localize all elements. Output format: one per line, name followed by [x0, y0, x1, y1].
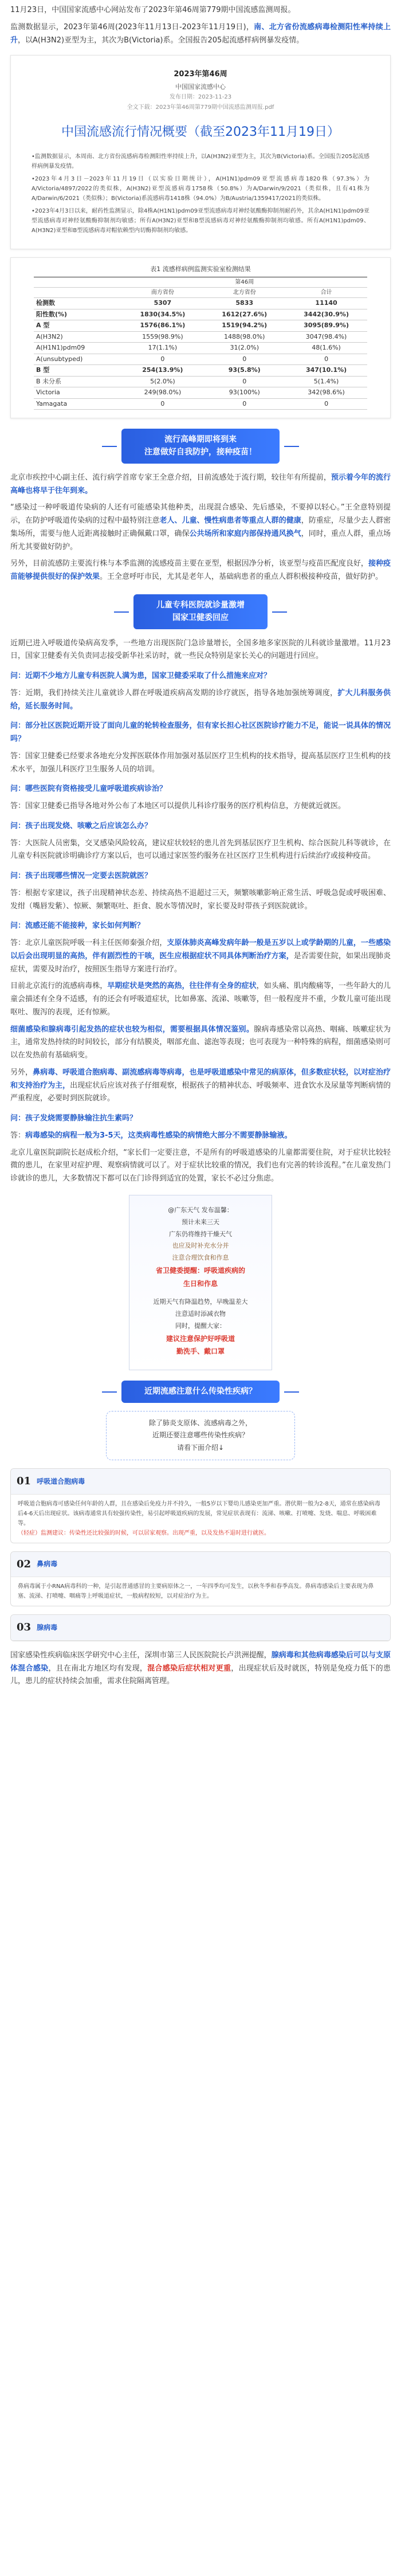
text: “感染过一种呼吸道传染病的人还有可能感染其他种类，出现混合感染、先后感染，不要掉以轻心。”王全意特别提示，在防护呼吸道传染病的过程中最特别注意	[10, 503, 391, 526]
item-text: 鼻病毒属于小RNA病毒科的一种，是引起普通感冒的主要病原体之一，一年四季均可发生，以秋冬季和春季高发。鼻病毒感染后主要表现为鼻塞、流涕、打喷嚏、咽痛等上呼吸道症状，一般病程较短，以对症治疗为主。	[18, 1583, 374, 1600]
section-banner	[10, 429, 391, 464]
table-cell: 0	[285, 398, 367, 410]
table-row	[34, 387, 367, 399]
poster-line: 注意适时添减衣物	[175, 1309, 226, 1318]
highlight-text: 扩大儿科服务供给，延长服务时间。	[10, 688, 391, 711]
text: 目前北京流行的流感病毒株，	[10, 982, 108, 991]
poster-highlight: 建议注意保护好呼吸道	[166, 1334, 235, 1343]
answer: 答：大医院人员密集，交叉感染风险较高，建议症状较轻的患儿首先到基层医疗卫生机构、综合医院儿科等就诊，在儿童专科医院就诊明确诊疗方案以后，也可以通过家医签约服务在社区医疗卫生机构进行后续治疗或接种疫苗。	[10, 838, 391, 861]
lab-results-table-card	[10, 257, 391, 418]
table-cell: 1576(86.1%)	[121, 320, 203, 332]
highlight-text: 老人、儿童、慢性病患者等重点人群的健康	[159, 516, 301, 526]
red-text: 混合感染后症状相对更重	[147, 1664, 231, 1673]
disease-item	[10, 1551, 391, 1607]
disease-item	[10, 1614, 391, 1641]
item-title: 呼吸道合胞病毒	[37, 1477, 85, 1485]
highlight-text: 预示着今年的流行高峰也将早于往年到来。	[10, 473, 391, 495]
highlight-text: 支原体肺炎高峰发病年龄一般是五岁以上或学龄期的儿童，一些感染以后会出现明显的高热，伴有剧烈性的干咳，医生应根据症状不同具体判断治疗方案，	[10, 939, 391, 960]
banner-line: 流行高峰期即将到来	[164, 435, 237, 444]
poster-line: 注意合理饮食和作息	[172, 1254, 229, 1262]
paragraph: 北京儿童医院副院长赵成松介绍，“家长们一定要注意，不是所有的呼吸道感染的儿童都需要住院，对于症状比较轻微的患儿，在家里对症护理、观察病情就可以了。对于症状比较重的情况，我们也有完善的转诊流程。”在儿童发热门诊就诊的患儿，大多数情况下都可以在门诊得到适宜的处置，家长不必过分焦虑。	[10, 1148, 391, 1183]
text: ，且在南北方地区均有发现，	[48, 1664, 148, 1673]
table-cell: 0	[121, 398, 203, 410]
text: 答：近期，我们持续关注儿童就诊人群在呼吸道疾病高发期的诊疗就医，指导各地加强统筹调度，	[10, 688, 338, 697]
paragraph	[10, 1024, 391, 1062]
banner-line: 注意做好自我防护，接种疫苗！	[144, 448, 257, 457]
table-row-label: A(unsubtyped)	[34, 354, 121, 365]
table-cell: 1488(98.0%)	[203, 331, 285, 343]
table-row	[34, 343, 367, 354]
table-row	[34, 376, 367, 387]
table-row-label: 阳性数(%)	[34, 309, 121, 320]
table-row	[34, 354, 367, 365]
text: 北京市疾控中心副主任、流行病学首席专家王全意介绍，目前流感处于流行期，较往年有所提前，	[10, 473, 331, 482]
highlight-text: 南、北方省份流感病毒检测阳性率持续上升	[10, 22, 391, 45]
report-paragraph: •2023年4月3日－2023年11月19日（以实验日期统计），A(H1N1)pdm09亚型流感病毒1820株（97.3%）为A/Victoria/4897/2022的类似株，A(H3N2)亚型流感病毒1758株（50.8%）为A/Darwin/9/2021（类似株，且有41株为A/Darwin/6/2021（类似株）；B(Victoria)系流感病毒1418株（94.0%）为B/Austria/1359417/2021的类似株。	[32, 175, 369, 202]
report-paragraph: •2023年4月3日以来，耐药性监测显示，除4株A(H1N1)pdm09亚型流感病毒对神经氨酸酶抑制剂耐药外，其余A(H1N1)pdm09亚型流感病毒对神经氨酸酶抑制剂均敏感；所有A(H3N2)亚型和B型流感病毒对神经氨酸酶抑制剂均敏感。所有A(H1N1)pdm09、A(H3N2)亚型和B型流感病毒对帽依赖型内切酶抑制剂均敏感。	[32, 207, 369, 234]
poster-line: 预计未来三天	[182, 1218, 219, 1226]
answer: 答：国家卫健委已经要求各地充分发挥医联体作用加强对基层医疗卫生机构的技术指导，提高基层医疗卫生机构的技术水平，加强儿科医疗卫生服务人员的培训。	[10, 751, 391, 774]
table-cell: 3047(98.4%)	[285, 331, 367, 343]
intro-line: 请看下面介绍↓	[176, 1443, 225, 1452]
text: ，防重症，尽量少去人群密集场所，需要与他人近距离接触时正确佩戴口罩，确保	[10, 516, 391, 538]
table-cell: 1519(94.2%)	[203, 320, 285, 332]
poster-line: 近期天气有降温趋势，早晚温差大	[153, 1297, 248, 1305]
question: 问：近期不少地方儿童专科医院人满为患，国家卫健委采取了什么措施来应对？	[10, 672, 272, 681]
table-week: 第46周	[121, 277, 367, 288]
answer: 答：根据专家建议，孩子出现精神状态差、持续高热不退超过三天，频繁咳嗽影响正常生活、呼吸急促或呼吸困难、发绀（嘴唇发紫）、惊厥、频繁呕吐、拒食、脱水等情况时，家长要及时带孩子到医院就诊。	[10, 888, 391, 911]
table-row-label: A 型	[34, 320, 121, 332]
paragraph	[10, 980, 391, 1019]
table-cell: 347(10.1%)	[285, 365, 367, 377]
question: 问：孩子出现发烧、咳嗽之后应该怎么办？	[10, 821, 152, 830]
table-row-label: Yamagata	[34, 398, 121, 410]
poster-line: 也应及时补充水分并	[172, 1242, 229, 1250]
section-banner	[10, 1381, 391, 1402]
text: 另外，目前流感防主要流行株与本季监测的流感疫苗主要在亚型，根据因净分析，该亚型与疫苗匹配度良好，	[10, 559, 368, 568]
text: ，出现症状后及时就医，特别是免疫力低下的患儿，患儿的症状持续会加重，需求住院隔离管理。	[10, 1664, 391, 1686]
table-cell: 249(98.0%)	[121, 387, 203, 399]
item-title: 腺病毒	[37, 1623, 58, 1632]
table-cell: 1612(27.6%)	[203, 309, 285, 320]
table-row	[34, 365, 367, 377]
table-cell: 5307	[121, 298, 203, 309]
table-row	[34, 298, 367, 309]
table-cell: 1559(98.9%)	[121, 331, 203, 343]
text: 腺病毒感染常以高热、咽痛、咳嗽症状为主，通常发热持续的时间较长，部分有结膜炎，咽部充血、滤泡等表现；也可表现为一种特殊的病程，细菌感染则可以在发热前有基础病变。	[10, 1025, 391, 1060]
table-row-label: A(H1N1)pdm09	[34, 343, 121, 354]
item-title: 鼻病毒	[37, 1560, 58, 1569]
answer: 答：国家卫健委已指导各地对外公布了本地区可以提供儿科诊疗服务的医疗机构信息，方便就近就医。	[10, 802, 346, 811]
table-cell: 93(100%)	[203, 387, 285, 399]
item-number: 03	[17, 1621, 32, 1634]
text: 是否需要住院，如果出现肺炎症状，需要及时治疗，按照医生指导方案进行治疗。	[10, 951, 391, 974]
report-issue: 2023年第46周	[174, 70, 227, 79]
table-col-header: 合计	[285, 288, 367, 298]
highlight-text: 早期症状是突然的高热，往往伴有全身的症状	[107, 982, 257, 991]
table-cell: 342(98.6%)	[285, 387, 367, 399]
banner-line: 近期流感注意什么传染性疾病？	[121, 1381, 280, 1402]
table-cell: 3095(89.9%)	[285, 320, 367, 332]
banner-line: 儿童专科医院就诊量激增	[156, 600, 245, 610]
question: 问：流感还能不能接种，家长如何判断？	[10, 922, 145, 931]
report-download-link[interactable]: 全文下载：2023年第46周第779期中国流感监测周报.pdf	[127, 104, 274, 111]
answer	[10, 937, 391, 976]
poster-highlight: 勤洗手、戴口罩	[176, 1347, 225, 1356]
table-row	[34, 309, 367, 320]
table-col-header: 南方省份	[121, 288, 203, 298]
intro-paragraph: 11月23日，中国国家流感中心网站发布了2023年第46周第779期中国流感监测周报。	[10, 6, 296, 14]
report-screenshot	[10, 55, 391, 249]
table-row-label: B 型	[34, 365, 121, 377]
item-note: （轻症）监测建议：传染性还比较强的时候，可以居家观察。出现严重，以及发热不退时进行就医。	[18, 1530, 270, 1536]
table-cell: 93(5.8%)	[203, 365, 285, 377]
table-cell: 5833	[203, 298, 285, 309]
table-col-header: 北方省份	[203, 288, 285, 298]
highlight-text: 鼻病毒、呼吸道合胞病毒、副流感病毒等病毒，也是呼吸道感染中常见的病原体，但多数症状轻，以对症治疗和支持治疗为主，	[10, 1068, 391, 1090]
text: 监测数据显示，2023年第46周(2023年11月13日-2023年11月19日)，	[10, 22, 254, 32]
question: 问：哪些医院有资格接受儿童呼吸道疾病诊治？	[10, 785, 167, 794]
paragraph: 近期已进入呼吸道传染病高发季，一些地方出现医院门急诊量增长，全国多地多家医院的儿科就诊量激增。11月23日，国家卫健委有关负责同志接受新华社采访时，就一些民众特别是家长关心的问题进行回应。	[10, 638, 391, 661]
weather-poster	[129, 1195, 272, 1370]
paragraph	[10, 558, 391, 584]
paragraph	[10, 472, 391, 498]
intro-box	[106, 1411, 295, 1461]
table-row	[34, 331, 367, 343]
paragraph	[10, 501, 391, 554]
table-cell: 48(1.6%)	[285, 343, 367, 354]
table-row	[34, 320, 367, 332]
summary-paragraph	[10, 21, 391, 48]
poster-line: 广东仍将维持干燥天气	[169, 1230, 232, 1238]
banner-line: 国家卫健委回应	[172, 613, 229, 623]
report-title: 中国流感流行情况概要（截至2023年11月19日）	[61, 125, 340, 140]
highlight-text: 接种疫苗能够提供很好的保护效果	[10, 559, 391, 582]
table-cell: 11140	[285, 298, 367, 309]
highlight-text: 公共场所和家庭内部保持通风换气	[189, 529, 301, 538]
answer	[10, 687, 391, 713]
text: ，同时，重点人群，重点场所尤其要做好防护。	[10, 529, 391, 551]
item-number: 02	[17, 1558, 32, 1570]
highlight-text: 细菌感染和腺病毒引起发热的症状也较为相似，需要根据具体情况鉴别。	[10, 1025, 254, 1034]
report-date: 发布日期：2023-11-23	[169, 94, 232, 101]
poster-line: @广东天气 发布温馨：	[168, 1206, 233, 1214]
item-number: 01	[17, 1475, 32, 1488]
lab-results-table	[34, 277, 367, 410]
table-row-label: B 未分系	[34, 376, 121, 387]
disease-item	[10, 1468, 391, 1543]
table-cell: 3442(30.9%)	[285, 309, 367, 320]
table-cell: 254(13.9%)	[121, 365, 203, 377]
report-paragraph: •监测数据显示，本周南、北方省份流感病毒检测阳性率持续上升，以A(H3N2)亚型为主，其次为B(Victoria)系。全国报告205起流感样病例暴发疫情。	[32, 153, 369, 170]
text: ，以A(H3N2)亚型为主，其次为B(Victoria)系。全国报告205起流感样病例暴发疫情。	[18, 36, 304, 45]
report-org: 中国国家流感中心	[175, 83, 226, 91]
item-text: 呼吸道合胞病毒可感染任何年龄的人群，且在感染后免疫力并不持久，一般5岁以下婴幼儿感染更加严重。潜伏期一般为2-8天，通常在感染病毒后4-6天后出现症状。该病毒通常具有较强传染性，易引起呼吸道疾病的发展，常见症状表现有：流涕、咳嗽、打喷嚏、发烧、喘息、呼吸困难等。	[18, 1500, 380, 1527]
poster-line: 同时，提醒大家：	[175, 1322, 226, 1330]
intro-line: 除了肺炎支原体、流感病毒之外，	[148, 1418, 252, 1427]
question: 问：孩子发烧需要静脉输注抗生素吗？	[10, 1114, 137, 1123]
table-corner	[34, 277, 121, 288]
poster-highlight: 生日和作息	[183, 1280, 218, 1288]
question: 问：部分社区医院近期开设了面向儿童的轮转检查服务，但有家长担心社区医院诊疗能力不足，能说一说具体的情况吗？	[10, 722, 391, 744]
text: 另外，	[10, 1068, 33, 1077]
text: 答：北京儿童医院呼吸一科主任医师秦强介绍，	[10, 939, 167, 948]
answer	[10, 1130, 391, 1143]
table-cell: 17(1.1%)	[121, 343, 203, 354]
table-cell: 1830(34.5%)	[121, 309, 203, 320]
table-cell: 0	[121, 354, 203, 365]
poster-highlight: 省卫健委提醒：呼吸道疾病的	[155, 1267, 245, 1275]
table-cell: 0	[203, 354, 285, 365]
text: 国家感染性疾病临床医学研究中心主任，深圳市第三人民医院院长卢洪洲提醒，	[10, 1650, 272, 1660]
table-cell: 31(2.0%)	[203, 343, 285, 354]
paragraph	[10, 1067, 391, 1105]
text: 出现症状后应该对孩子仔细观察，根据孩子的精神状态、呼吸频率、进食饮水及尿量等判断病情的严重程度，必要时到医院就诊。	[10, 1081, 391, 1103]
section-banner	[10, 594, 391, 629]
highlight-text: 病毒感染的病程一般为3-5天，这类病毒性感染的病情绝大部分不需要静脉输液。	[25, 1131, 292, 1140]
intro-line: 近期还要注意哪些传染性疾病？	[152, 1431, 249, 1440]
text: ，如头痛、肌肉酸痛等，一些年龄大的儿童会描述有全身不适感，有的还会有呼吸道症状，比如鼻塞、流涕、咳嗽等，但一般程度并不重，少数儿童可能出现呕吐、腹泻的表现，还有惊厥。	[10, 982, 391, 1017]
question: 问：孩子出现哪些情况一定要去医院就医？	[10, 872, 152, 881]
table-cell: 0	[285, 354, 367, 365]
table-cell: 5(1.4%)	[285, 376, 367, 387]
table-cell: 0	[203, 376, 285, 387]
table-row-label: Victoria	[34, 387, 121, 399]
table-corner	[34, 288, 121, 298]
table-row-label: A(H3N2)	[34, 331, 121, 343]
text: 。王全意呼吁市民，尤其是老年人，基础病患者的重点人群积极接种疫苗，做好防护。	[100, 573, 383, 582]
table-caption: 表1 流感样病例监测实验室检测结果	[150, 265, 251, 273]
table-row-label: 检测数	[34, 298, 121, 309]
table-row	[34, 398, 367, 410]
table-cell: 5(2.0%)	[121, 376, 203, 387]
paragraph	[10, 1649, 391, 1688]
text: 答：	[10, 1131, 26, 1140]
table-cell: 0	[203, 398, 285, 410]
highlight-text: 腺病毒和其他病毒感染后可以与支原体混合感染	[10, 1650, 391, 1673]
